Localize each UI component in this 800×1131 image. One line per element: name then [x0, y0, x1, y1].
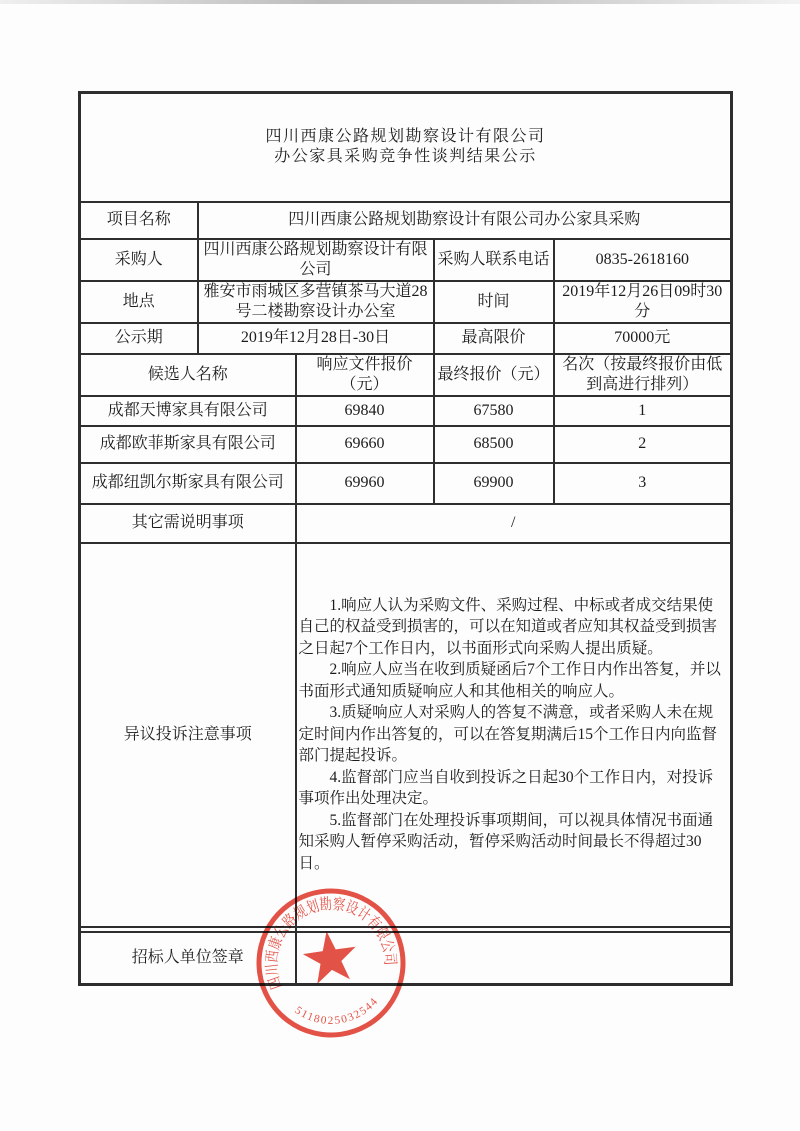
- column-header-final-price: 最终报价（元）: [434, 354, 554, 396]
- candidate-row-3: [80, 463, 732, 504]
- document-title: [80, 93, 732, 202]
- column-header-rank: 名次（按最终报价由低到高进行排列）: [554, 354, 732, 396]
- purchaser-row: [80, 239, 732, 281]
- signature-row: [80, 932, 732, 985]
- purchaser-label: 采购人: [80, 239, 198, 281]
- scan-artifact-top: [0, 0, 800, 4]
- candidate-row-1: [80, 396, 732, 426]
- seal-company-text: 四川西康公路规划勘察设计有限公司: [263, 895, 399, 992]
- publicity-price-row: [80, 323, 732, 354]
- purchaser-phone-label: 采购人联系电话: [434, 239, 554, 281]
- candidate-name: 成都天博家具有限公司: [80, 396, 296, 426]
- candidate-final-price: 69900: [434, 463, 554, 504]
- location-time-row: [80, 281, 732, 323]
- candidate-final-price: 67580: [434, 396, 554, 426]
- candidate-row-2: [80, 426, 732, 463]
- candidate-doc-price: 69840: [296, 396, 434, 426]
- other-notes-label: 其它需说明事项: [80, 504, 296, 543]
- time-value: 2019年12月26日09时30分: [554, 281, 732, 323]
- seal-number-text: 5118025032544: [292, 995, 381, 1027]
- dispute-item: 3.质疑响应人对采购人的答复不满意，或者采购人未在规定时间内作出答复的，可以在答复期满后15个工作日内向监督部门提起投诉。: [298, 704, 718, 765]
- dispute-label: 异议投诉注意事项: [80, 543, 296, 927]
- other-notes-row: [80, 504, 732, 543]
- project-name-row: [80, 202, 732, 239]
- document-title-line1: 四川西康公路规划勘察设计有限公司: [265, 128, 546, 146]
- title-row: [80, 93, 732, 202]
- candidates-header-row: [80, 354, 732, 396]
- candidate-name: 成都纽凯尔斯家具有限公司: [80, 463, 296, 504]
- column-header-doc-price: 响应文件报价（元）: [296, 354, 434, 396]
- other-notes-value: /: [296, 504, 732, 543]
- dispute-item: 1.响应人认为采购文件、采购过程、中标或者成交结果使自己的权益受到损害的，可以在知道或者应知其权益受到损害之日起7个工作日内，以书面形式向采购人提出质疑。: [298, 596, 718, 657]
- candidate-rank: 3: [554, 463, 732, 504]
- project-name-value: 四川西康公路规划勘察设计有限公司办公家具采购: [198, 202, 732, 239]
- dispute-item: 2.响应人应当在收到质疑函后7个工作日内作出答复，并以书面形式通知质疑响应人和其他相关的响应人。: [298, 661, 721, 700]
- max-price-label: 最高限价: [434, 323, 554, 354]
- candidate-rank: 1: [554, 396, 732, 426]
- candidate-doc-price: 69660: [296, 426, 434, 463]
- time-label: 时间: [434, 281, 554, 323]
- dispute-item: 4.监督部门应当自收到投诉之日起30个工作日内，对投诉事项作出处理决定。: [298, 768, 714, 808]
- signature-area: [296, 932, 732, 985]
- candidate-name: 成都欧菲斯家具有限公司: [80, 426, 296, 463]
- max-price-value: 70000元: [554, 323, 732, 354]
- purchaser-value: 四川西康公路规划勘察设计有限公司: [198, 239, 434, 281]
- publicity-label: 公示期: [80, 323, 198, 354]
- publicity-value: 2019年12月28日-30日: [198, 323, 434, 354]
- candidate-doc-price: 69960: [296, 463, 434, 504]
- dispute-text: [296, 543, 732, 927]
- location-value: 雅安市雨城区多营镇茶马大道28号二楼勘察设计办公室: [198, 281, 434, 323]
- candidate-final-price: 68500: [434, 426, 554, 463]
- dispute-row: [80, 543, 732, 927]
- project-name-label: 项目名称: [80, 202, 198, 239]
- location-label: 地点: [80, 281, 198, 323]
- candidate-rank: 2: [554, 426, 732, 463]
- announcement-table: [78, 91, 733, 986]
- signature-label: 招标人单位签章: [80, 932, 296, 985]
- document-title-line2: 办公家具采购竞争性谈判结果公示: [274, 148, 537, 166]
- purchaser-phone-value: 0835-2618160: [554, 239, 732, 281]
- column-header-candidate-name: 候选人名称: [80, 354, 296, 396]
- dispute-item: 5.监督部门在处理投诉事项期间，可以视具体情况书面通知采购人暂停采购活动，暂停采购活动时间最长不得超过30日。: [298, 811, 714, 872]
